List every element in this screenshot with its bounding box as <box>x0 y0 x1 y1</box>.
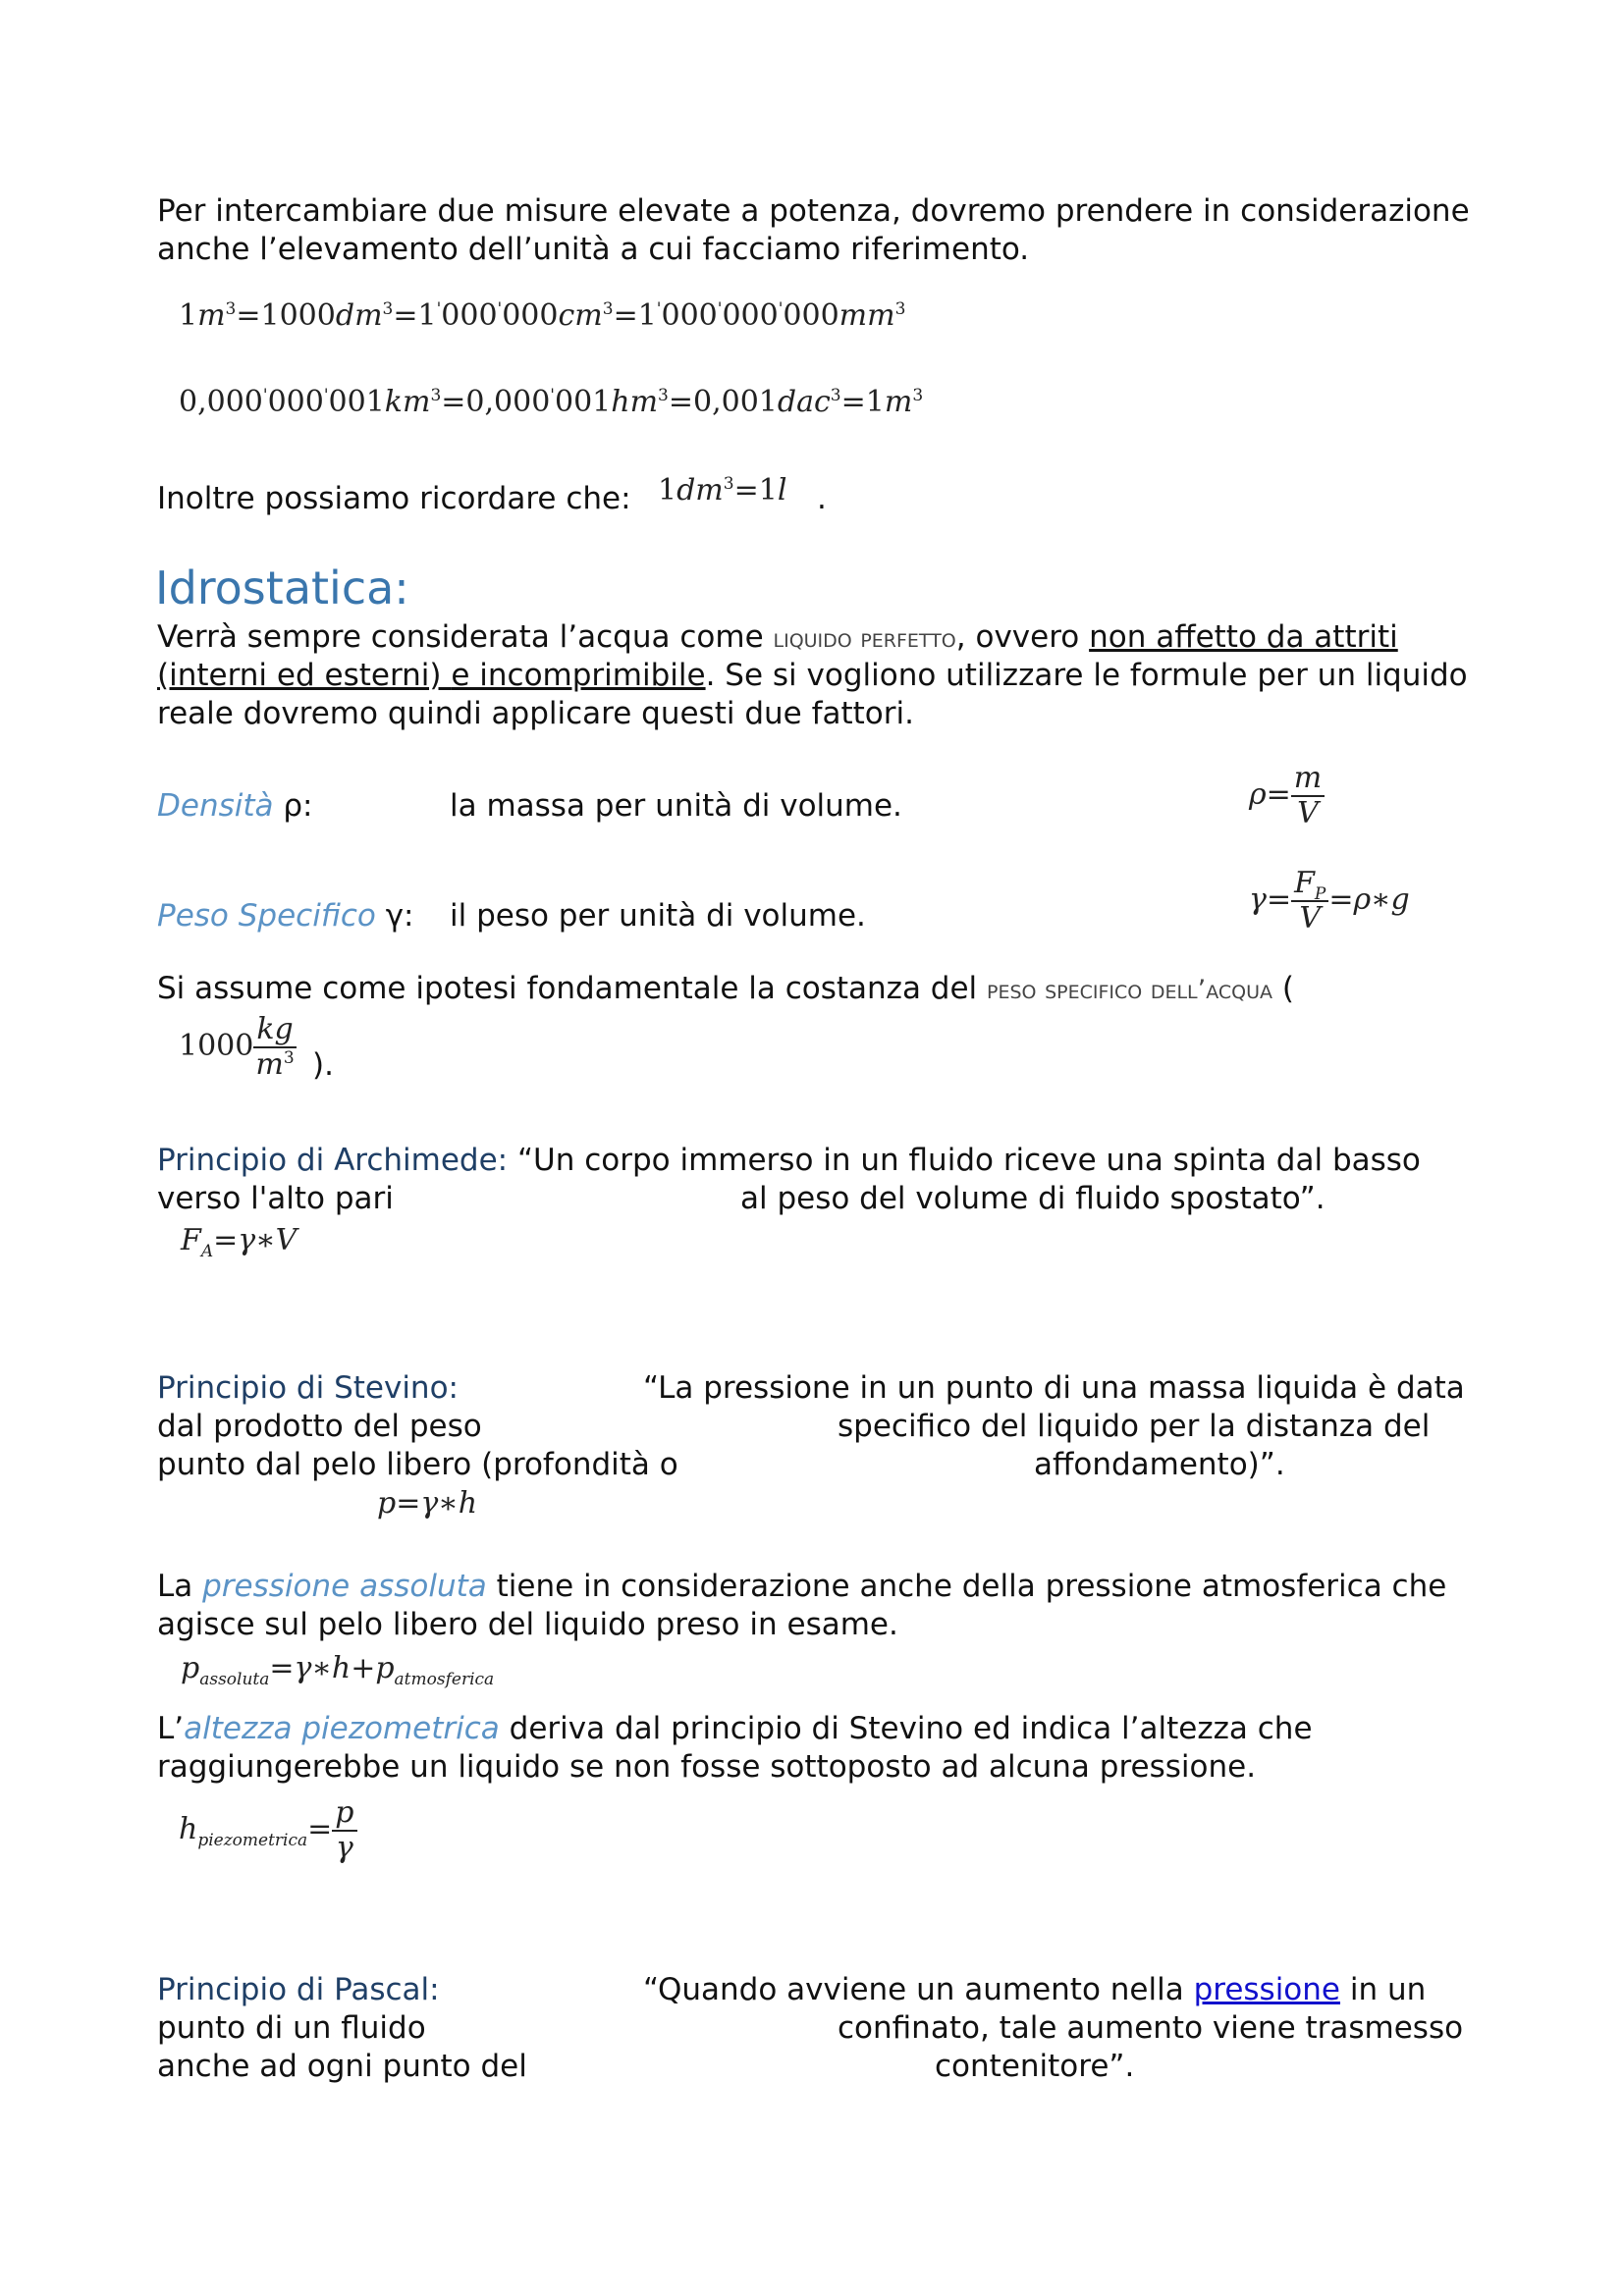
density-description: la massa per unità di volume. <box>450 788 902 824</box>
intro-line-1: Per intercambiare due misure elevate a potenza, dovremo prendere in considerazione <box>157 193 1470 229</box>
specific-weight-description: il peso per unità di volume. <box>450 898 866 934</box>
hydro-line-3: reale dovremo quindi applicare questi due fattori. <box>157 696 914 731</box>
assumption-line: Si assume come ipotesi fondamentale la costanza del peso specifico dell’acqua ( <box>157 971 1294 1006</box>
pascal-line-3b: contenitore”. <box>935 2049 1135 2084</box>
water-specific-weight-value: 1000 $\frac{kg}{m^3}$ <box>179 1013 297 1082</box>
specific-weight-formula: γ= $\frac{F_P}{V}$ =ρ∗g <box>1249 866 1410 935</box>
specific-weight-label: Peso Specifico γ: <box>157 898 414 934</box>
hydro-line-2: (interni ed esterni) e incomprimibile. Se si vogliono utilizzare le formule per un liquido <box>157 658 1468 693</box>
absolute-pressure-formula: $p_{assoluta}=\gamma∗h+p_{atmosferica}$ <box>181 1651 495 1689</box>
liter-text: Inoltre possiamo ricordare che: <box>157 481 631 516</box>
piezometric-line-2: raggiungerebbe un liquido se non fosse sottoposto ad alcuna pressione. <box>157 1749 1257 1785</box>
piezometric-line-1: L’altezza piezometrica deriva dal principio di Stevino ed indica l’altezza che <box>157 1711 1313 1746</box>
absolute-pressure-line-1: La pressione assoluta tiene in considerazione anche della pressione atmosferica che <box>157 1569 1447 1604</box>
pascal-line-2b: confinato, tale aumento viene trasmesso <box>838 2010 1464 2046</box>
archimede-line-2a: verso l'alto pari <box>157 1181 394 1216</box>
archimede-line-2b: al peso del volume di fluido spostato”. <box>740 1181 1325 1216</box>
volume-equation-2: $0,000'000'001km^3=0,000'001hm^3=0,001dac^3=1m^3$ <box>179 385 924 419</box>
pascal-line-2a: punto di un fluido <box>157 2010 426 2046</box>
liter-period: . <box>817 481 827 516</box>
stevino-formula: p=γ∗h <box>377 1486 478 1521</box>
density-label: Densità ρ: <box>157 788 313 824</box>
stevino-line-2a: dal prodotto del peso <box>157 1409 482 1444</box>
archimede-line-1: Principio di Archimede: “Un corpo immerso in un fluido riceve una spinta dal basso <box>157 1143 1421 1178</box>
piezometric-formula: $h_{piezometrica}=$ $\frac{p}{\gamma}$ <box>179 1796 357 1865</box>
pascal-line-1: “Quando avviene un aumento nella pressione in un <box>643 1972 1427 2007</box>
pressione-link[interactable]: pressione <box>1193 1972 1340 2007</box>
liter-formula: $1dm^3=1l$ <box>658 473 787 507</box>
stevino-line-1: “La pressione in un punto di una massa liquida è data <box>643 1370 1465 1406</box>
stevino-line-3b: affondamento)”. <box>1034 1447 1285 1482</box>
stevino-line-3a: punto dal pelo libero (profondità o <box>157 1447 678 1482</box>
assumption-close: ). <box>312 1047 334 1083</box>
pascal-line-3a: anche ad ogni punto del <box>157 2049 527 2084</box>
volume-equation-1: $1m^3=1000dm^3=1'000'000cm^3=1'000'000'000mm^3$ <box>179 298 906 333</box>
intro-line-2: anche l’elevamento dell’unità a cui facciamo riferimento. <box>157 232 1030 267</box>
stevino-line-2b: specifico del liquido per la distanza del <box>838 1409 1431 1444</box>
archimede-formula: $F_A=\gamma∗V$ <box>181 1223 298 1261</box>
pascal-title: Principio di Pascal: <box>157 1972 440 2007</box>
stevino-title: Principio di Stevino: <box>157 1370 459 1406</box>
hydro-line-1: Verrà sempre considerata l’acqua come liquido perfetto, ovvero non affetto da attriti <box>157 619 1398 655</box>
absolute-pressure-line-2: agisce sul pelo libero del liquido preso in esame. <box>157 1607 898 1642</box>
section-heading: Idrostatica: <box>155 561 409 614</box>
density-formula: ρ= $\frac{m}{V}$ <box>1249 762 1325 830</box>
